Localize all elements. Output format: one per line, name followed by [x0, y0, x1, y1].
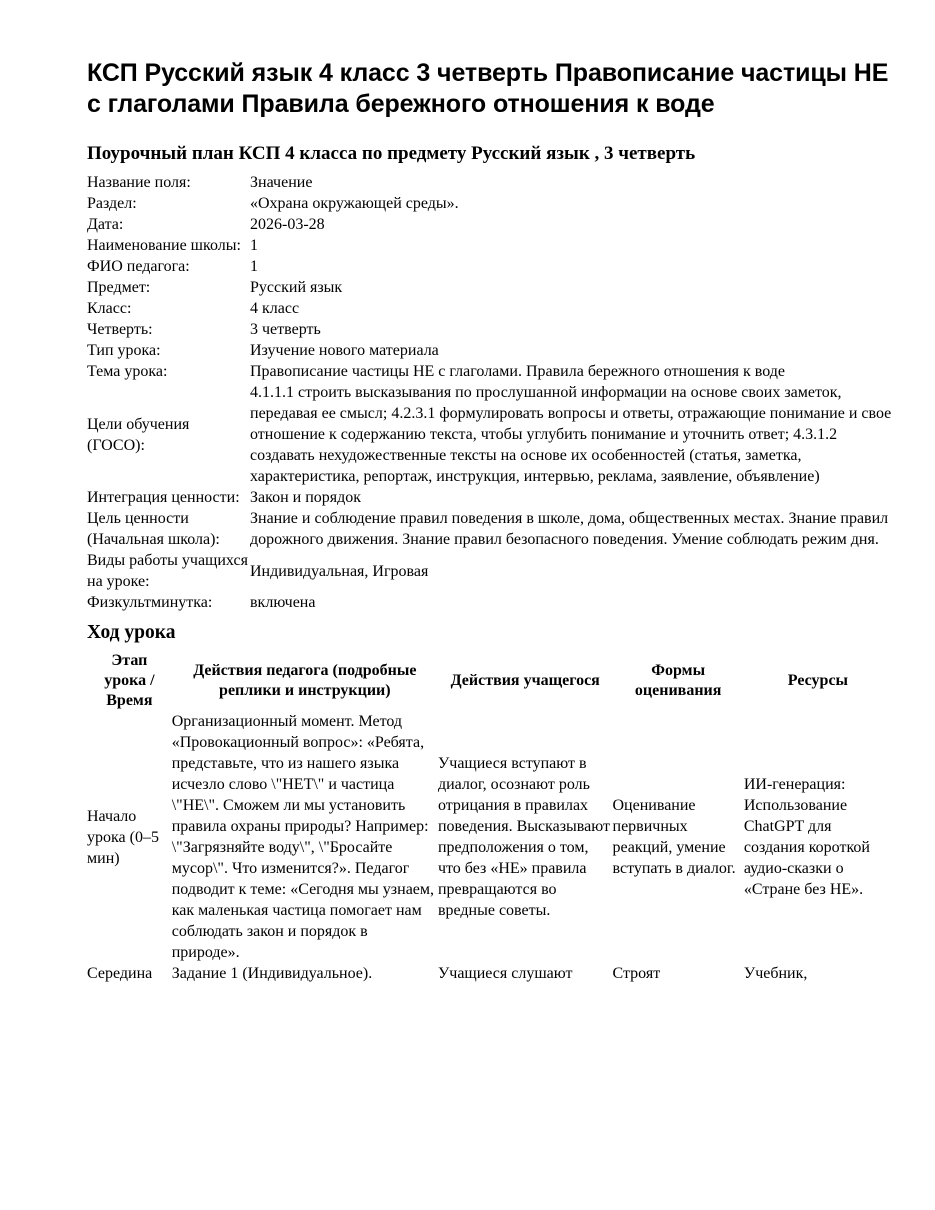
info-value: включена	[250, 594, 316, 611]
info-value: 2026-03-28	[250, 216, 325, 233]
lesson-stage: Начало урока (0–5 мин)	[87, 807, 159, 867]
info-row	[87, 277, 892, 298]
info-key: Наименование школы:	[87, 237, 241, 254]
info-header-row	[87, 172, 892, 193]
info-key: Физкультминутка:	[87, 594, 213, 611]
info-key: Цель ценности (Начальная школа):	[87, 510, 220, 548]
info-key: Дата:	[87, 216, 124, 233]
info-key: ФИО педагога:	[87, 258, 190, 275]
info-row	[87, 382, 892, 487]
col-teacher-header: Действия педагога (подробные реплики и инструкции)	[193, 662, 417, 699]
lesson-row	[87, 711, 892, 963]
lesson-teacher-actions: Организационный момент. Метод «Провокационный вопрос»: «Ребята, представьте, что из нашего языка исчезло слово \"НЕТ\" и частица \"НЕ\". Сможем ли мы установить правила охраны природы? Например: \"Загрязняйте воду\", \"Бросайте мусор\". Что изменится?». Педагог подводит к теме: «Сегодня мы узнаем, как маленькая частица помогает нам соблюдать закон и порядок в природе».	[171, 713, 435, 961]
info-row	[87, 298, 892, 319]
info-value: Значение	[250, 174, 313, 191]
lesson-table	[87, 651, 892, 984]
lesson-student-actions: Учащиеся слушают	[437, 965, 573, 982]
info-key: Тема урока:	[87, 363, 168, 380]
col-stage-header: Этап урока / Время	[104, 652, 155, 709]
info-key: Класс:	[87, 300, 132, 317]
info-key: Четверть:	[87, 321, 153, 338]
info-value: 1	[250, 237, 258, 254]
info-value: Знание и соблюдение правил поведения в школе, дома, общественных местах. Знание правил дорожного движения. Знание правил безопасного поведения. Умение соблюдать режим дня.	[250, 510, 889, 548]
lesson-resources: Учебник,	[743, 965, 808, 982]
plan-subtitle: Поурочный план КСП 4 класса по предмету Русский язык , 3 четверть	[87, 143, 696, 164]
document-page	[87, 58, 892, 984]
info-row	[87, 508, 892, 550]
lesson-heading: Ход урока	[87, 622, 176, 643]
info-row	[87, 340, 892, 361]
info-value: Изучение нового материала	[250, 342, 439, 359]
lesson-student-actions: Учащиеся вступают в диалог, осознают роль отрицания в правилах поведения. Высказывают предположения о том, что без «НЕ» правила превращаются во вредные советы.	[437, 755, 610, 919]
info-row	[87, 487, 892, 508]
col-assessment-header: Формы оценивания	[634, 662, 722, 699]
info-row	[87, 361, 892, 382]
lesson-teacher-actions: Задание 1 (Индивидуальное).	[171, 965, 373, 982]
info-value: Русский язык	[250, 279, 343, 296]
info-key: Название поля:	[87, 174, 191, 191]
col-student-header: Действия учащегося	[450, 672, 600, 689]
info-key: Раздел:	[87, 195, 137, 212]
lesson-resources: ИИ-генерация: Использование ChatGPT для создания короткой аудио-сказки о «Стране без НЕ».	[743, 776, 870, 898]
document-title: КСП Русский язык 4 класс 3 четверть Правописание частицы НЕ с глаголами Правила бережного отношения к воде	[87, 59, 889, 118]
lesson-stage: Середина	[87, 965, 153, 982]
info-value: «Охрана окружающей среды».	[250, 195, 459, 212]
info-table	[87, 172, 892, 613]
info-row	[87, 550, 892, 592]
info-row	[87, 193, 892, 214]
info-row	[87, 256, 892, 277]
lesson-header-row	[87, 651, 892, 711]
info-value: Индивидуальная, Игровая	[250, 562, 429, 580]
info-key: Интеграция ценности:	[87, 489, 240, 506]
info-key: Тип урока:	[87, 342, 161, 359]
info-row	[87, 319, 892, 340]
lesson-assessment: Строят	[612, 965, 661, 982]
info-value: Закон и порядок	[250, 489, 362, 506]
info-value: 4 класс	[250, 300, 300, 317]
lesson-row	[87, 963, 892, 984]
info-value: 3 четверть	[250, 321, 321, 338]
col-resources-header: Ресурсы	[787, 672, 849, 689]
info-value: Правописание частицы НЕ с глаголами. Правила бережного отношения к воде	[250, 363, 785, 380]
info-key: Цели обучения (ГОСО):	[87, 415, 190, 454]
lesson-assessment: Оценивание первичных реакций, умение вступать в диалог.	[612, 797, 736, 877]
info-value: 4.1.1.1 строить высказывания по прослушанной информации на основе своих заметок, передавая ее смысл; 4.2.3.1 формулировать вопросы и ответы, отражающие понимание и свое отношение к содержанию текста, чтобы углубить понимание и уточнить ответ; 4.3.1.2 создавать нехудожественные тексты на основе их особенностей (статья, заметка, характеристика, репортаж, инструкция, интервью, реклама, заявление, объявление)	[250, 384, 892, 485]
info-row	[87, 214, 892, 235]
info-value: 1	[250, 258, 258, 275]
info-row	[87, 592, 892, 613]
info-key: Виды работы учащихся на уроке:	[87, 552, 248, 590]
info-key: Предмет:	[87, 279, 151, 296]
info-row	[87, 235, 892, 256]
